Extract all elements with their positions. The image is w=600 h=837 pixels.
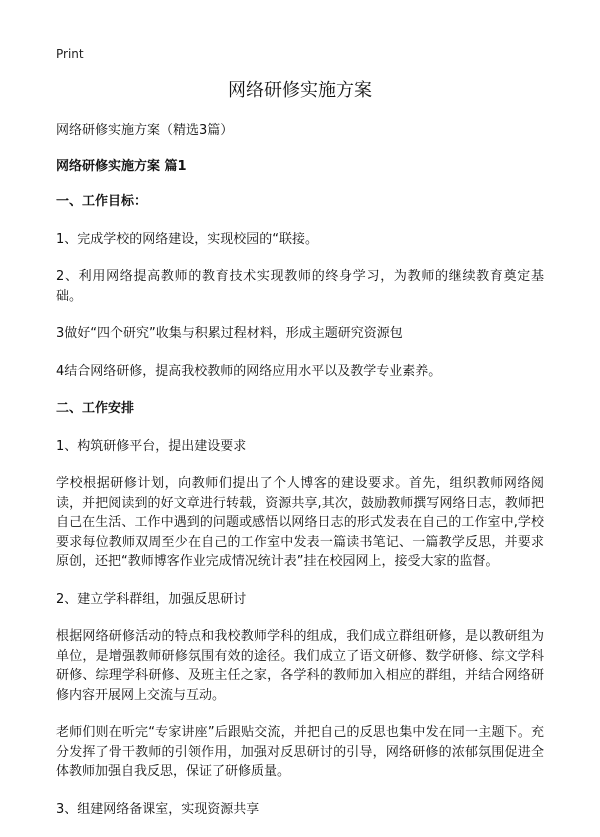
goal-item: 4结合网络研修，提高我校教师的网络应用水平以及教学专业素养。	[56, 363, 442, 379]
goal-item: 1、完成学校的网络建设，实现校园的“联接。	[56, 231, 319, 247]
goal-item: 3做好“四个研究”收集与积累过程材料，形成主题研究资源包	[56, 326, 403, 341]
body-paragraph: 老师们则在听完“专家讲座”后跟贴交流，并把自己的反思也集中发在同一主题下。充分发挥了骨干教师的引领作用，加强对反思研讨的引导，网络研修的浓郁氛围促进全体教师加强自我反思，保证了研修质量。	[56, 725, 544, 779]
document-body	[56, 121, 544, 837]
page-title: 网络研修实施方案	[228, 80, 372, 101]
document-subtitle: 网络研修实施方案（精选3篇）	[56, 123, 234, 138]
arrangement-item: 1、构筑研修平台，提出建设要求	[56, 438, 247, 454]
body-paragraph: 根据网络研修活动的特点和我校教师学科的组成，我们成立群组研修，是以教研组为单位，是增强教师研修氛围有效的途径。我们成立了语文研修、数学研修、综文学科研修、综理学科研修、及班主任之家，各学科的教师加入相应的群组，并结合网络研修内容开展网上交流与互动。	[56, 629, 544, 703]
section-title: 网络研修实施方案 篇1	[56, 158, 187, 174]
heading-work-goals: 一、工作目标：	[56, 194, 148, 209]
heading-work-arrangement: 二、工作安排	[56, 401, 135, 416]
arrangement-item: 3、组建网络备课室，实现资源共享	[56, 801, 260, 817]
print-label: Print	[56, 47, 84, 61]
body-paragraph: 学校根据研修计划，向教师们提出了个人博客的建设要求。首先，组织教师网络阅读，并把阅读到的好文章进行转载，资源共享,其次，鼓励教师撰写网络日志，教师把自己在生活、工作中遇到的问题或感悟以网络日志的形式发表在自己的工作室中,学校要求每位教师双周至少在自己的工作室中发表一篇读书笔记、一篇教学反思，并要求原创，还把“教师博客作业完成情况统计表”挂在校园网上，接受大家的监督。	[56, 476, 544, 569]
goal-item: 2、利用网络提高教师的教育技术实现教师的终身学习，为教师的继续教育奠定基础。	[56, 269, 544, 304]
arrangement-item: 2、建立学科群组，加强反思研讨	[56, 591, 247, 607]
